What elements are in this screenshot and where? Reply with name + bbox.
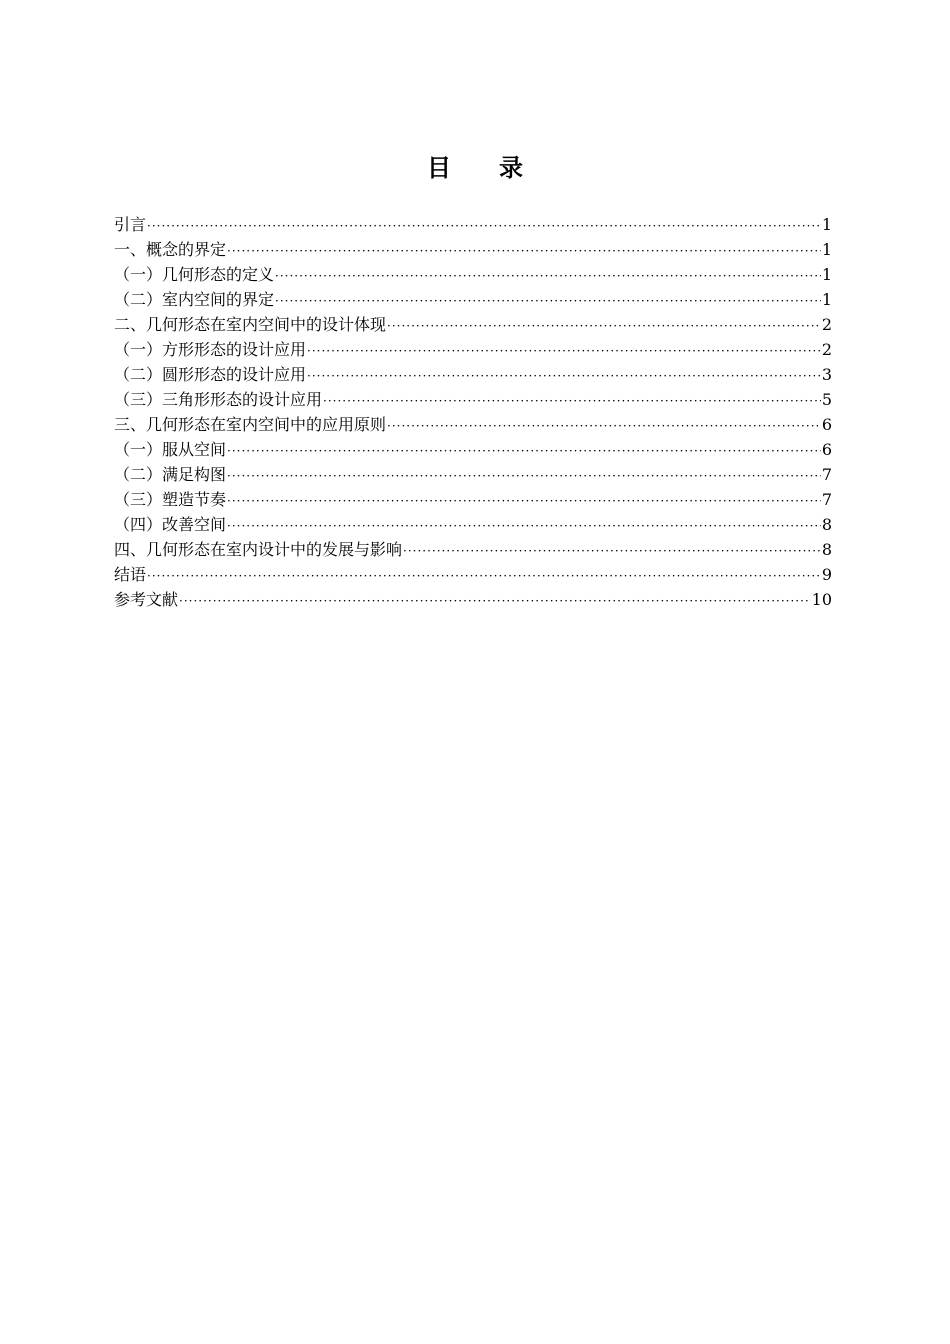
toc-entry-page: 2 [821, 315, 832, 334]
toc-entry[interactable] [114, 262, 832, 287]
toc-entry-label: （二）满足构图 [114, 465, 227, 484]
toc-entry-label: （一）方形形态的设计应用 [114, 340, 307, 359]
toc-entry[interactable] [114, 562, 832, 587]
toc-entry-label: （三）三角形形态的设计应用 [114, 390, 323, 409]
toc-title: 目录 [427, 154, 571, 182]
toc-entry-label: （一）服从空间 [114, 440, 227, 459]
toc-leader-dots [307, 339, 821, 362]
toc-leader-dots [227, 514, 821, 537]
toc-leader-dots [323, 389, 821, 412]
toc-entry[interactable] [114, 587, 832, 612]
toc-leader-dots [307, 364, 821, 387]
toc-entry[interactable] [114, 312, 832, 337]
toc-entry[interactable] [114, 337, 832, 362]
toc-entry-page: 7 [821, 490, 832, 509]
toc-leader-dots [387, 314, 821, 337]
toc-entry[interactable] [114, 412, 832, 437]
toc-leader-dots [227, 439, 821, 462]
toc-leader-dots [227, 489, 821, 512]
toc-entry-label: （一）几何形态的定义 [114, 265, 275, 284]
toc-leader-dots [227, 239, 821, 262]
toc-entry-label: （二）室内空间的界定 [114, 290, 275, 309]
toc-entry[interactable] [114, 212, 832, 237]
toc-list [114, 212, 832, 612]
toc-leader-dots [147, 564, 821, 587]
toc-leader-dots [275, 264, 821, 287]
toc-entry-page: 5 [821, 390, 832, 409]
toc-entry-page: 8 [821, 540, 832, 559]
toc-entry[interactable] [114, 237, 832, 262]
toc-entry[interactable] [114, 537, 832, 562]
toc-entry-page: 2 [821, 340, 832, 359]
toc-entry-page: 10 [811, 590, 832, 609]
toc-entry-page: 1 [821, 240, 832, 259]
toc-entry-page: 1 [821, 290, 832, 309]
toc-entry[interactable] [114, 487, 832, 512]
toc-entry[interactable] [114, 512, 832, 537]
toc-entry-page: 6 [821, 415, 832, 434]
toc-entry-label: 参考文献 [114, 590, 179, 609]
toc-entry-page: 7 [821, 465, 832, 484]
toc-entry[interactable] [114, 387, 832, 412]
toc-entry-page: 9 [821, 565, 832, 584]
toc-leader-dots [275, 289, 821, 312]
toc-entry-page: 1 [821, 265, 832, 284]
toc-entry-label: 引言 [114, 215, 147, 234]
toc-entry-label: 一、概念的界定 [114, 240, 227, 259]
toc-leader-dots [387, 414, 821, 437]
toc-entry[interactable] [114, 287, 832, 312]
toc-entry-label: 结语 [114, 565, 147, 584]
toc-entry-label: （三）塑造节奏 [114, 490, 227, 509]
toc-leader-dots [147, 214, 821, 237]
toc-entry-label: （四）改善空间 [114, 515, 227, 534]
toc-entry[interactable] [114, 362, 832, 387]
toc-leader-dots [403, 539, 821, 562]
toc-leader-dots [227, 464, 821, 487]
toc-entry-page: 3 [821, 365, 832, 384]
toc-leader-dots [179, 589, 811, 612]
toc-entry[interactable] [114, 437, 832, 462]
toc-entry[interactable] [114, 462, 832, 487]
toc-entry-label: 四、几何形态在室内设计中的发展与影响 [114, 540, 403, 559]
toc-entry-label: 三、几何形态在室内空间中的应用原则 [114, 415, 387, 434]
toc-entry-page: 6 [821, 440, 832, 459]
toc-entry-page: 1 [821, 215, 832, 234]
toc-entry-page: 8 [821, 515, 832, 534]
toc-entry-label: （二）圆形形态的设计应用 [114, 365, 307, 384]
toc-entry-label: 二、几何形态在室内空间中的设计体现 [114, 315, 387, 334]
